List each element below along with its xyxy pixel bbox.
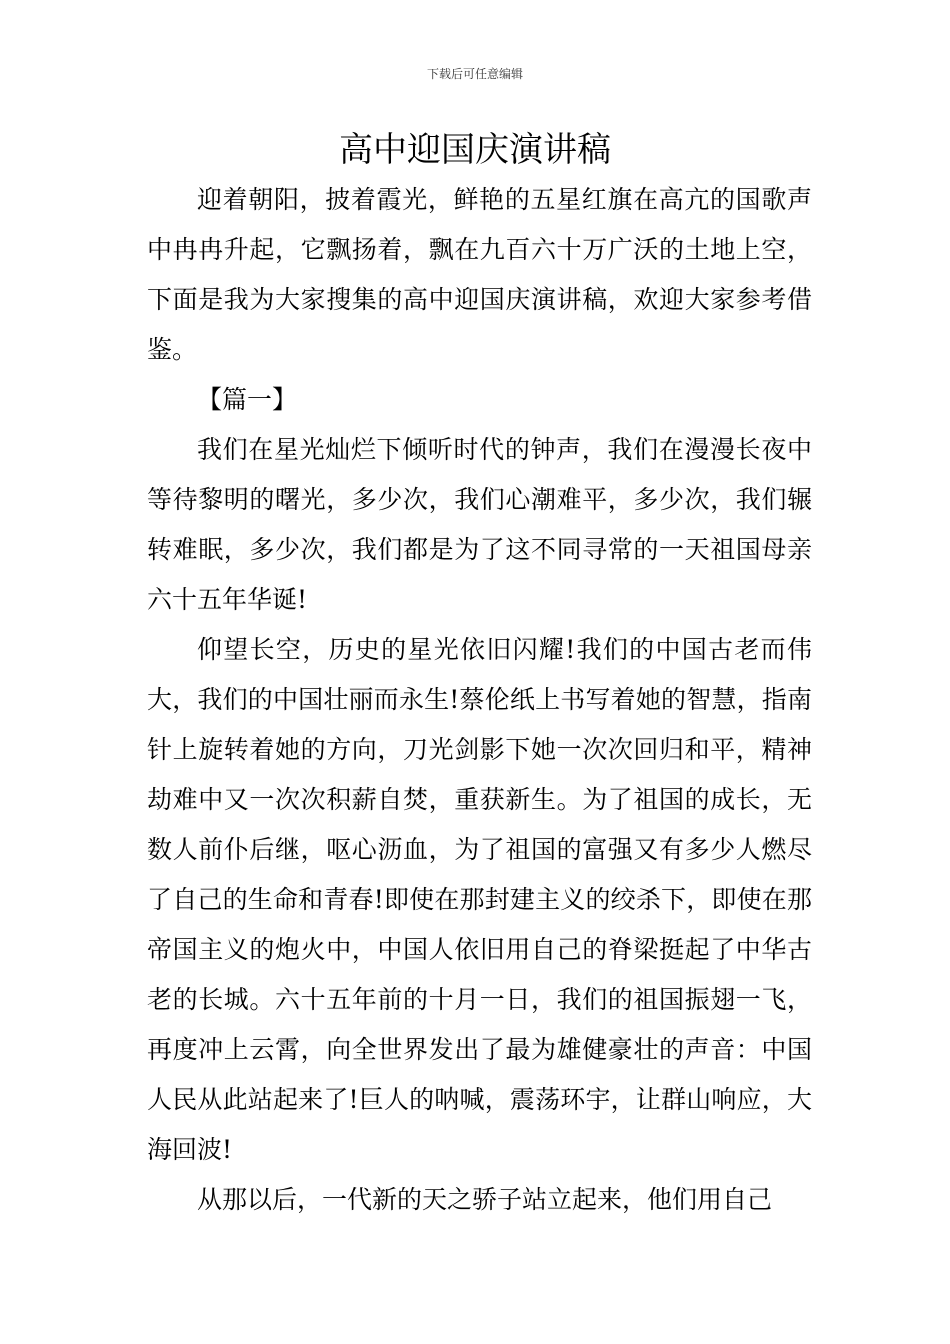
document-title: 高中迎国庆演讲稿 bbox=[339, 130, 611, 170]
intro-paragraph: 迎着朝阳，披着霞光，鲜艳的五星红旗在高亢的国歌声中冉冉升起，它飘扬着，飘在九百六十万广沃的土地上空，下面是我为大家搜集的高中迎国庆演讲稿，欢迎大家参考借鉴。 bbox=[147, 185, 812, 364]
body-paragraph-2: 仰望长空，历史的星光依旧闪耀!我们的中国古老而伟大，我们的中国壮丽而永生!蔡伦纸上书写着她的智慧，指南针上旋转着她的方向，刀光剑影下她一次次回归和平，精神劫难中又一次次积薪自焚，重获新生。为了祖国的成长，无数人前仆后继，呕心沥血，为了祖国的富强又有多少人燃尽了自己的生命和青春!即使在那封建主义的绞杀下，即使在那帝国主义的炮火中，中国人依旧用自己的脊梁挺起了中华古老的长城。六十五年前的十月一日，我们的祖国振翅一飞，再度冲上云霄，向全世界发出了最为雄健豪壮的声音：中国人民从此站起来了!巨人的呐喊，震荡环宇，让群山响应，大海回波! bbox=[147, 635, 812, 1164]
body-paragraph-1: 我们在星光灿烂下倾听时代的钟声，我们在漫漫长夜中等待黎明的曙光，多少次，我们心潮难平，多少次，我们辗转难眠，多少次，我们都是为了这不同寻常的一天祖国母亲六十五年华诞! bbox=[147, 435, 812, 614]
header-note: 下载后可任意编辑 bbox=[426, 67, 523, 81]
document-body bbox=[147, 175, 812, 1225]
section-label: 【篇一】 bbox=[197, 385, 298, 414]
body-paragraph-3: 从那以后，一代新的天之骄子站立起来，他们用自己 bbox=[197, 1185, 773, 1214]
